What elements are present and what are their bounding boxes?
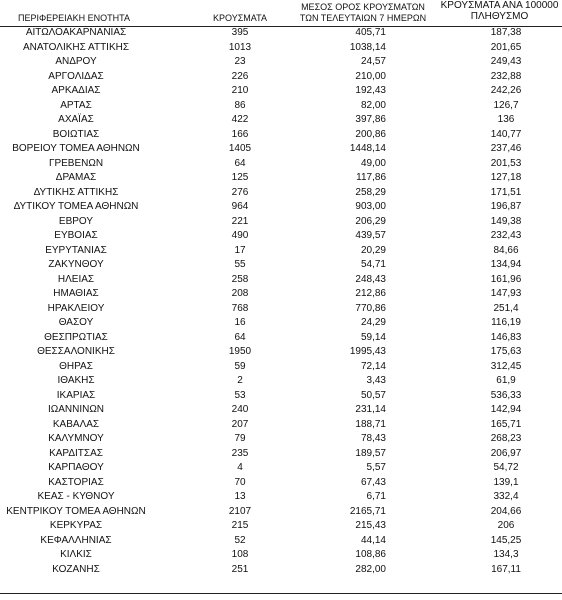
cell-rate: 201,65 — [490, 41, 522, 53]
cell-rate: 126,7 — [493, 99, 519, 111]
cell-region: ΔΡΑΜΑΣ — [55, 172, 97, 183]
cell-rate: 249,43 — [490, 56, 522, 67]
cell-cases: 768 — [231, 302, 249, 314]
table-row — [0, 26, 562, 41]
cell-region: ΘΕΣΣΑΛΟΝΙΚΗΣ — [37, 346, 115, 357]
cell-rate: 171,51 — [490, 186, 522, 198]
cell-avg: 189,57 — [355, 447, 386, 459]
cell-avg: 903,00 — [355, 201, 386, 212]
cell-cases: 964 — [231, 201, 249, 212]
cell-cases: 53 — [234, 389, 246, 401]
table-row — [0, 244, 562, 259]
cell-region: ΕΒΡΟΥ — [58, 215, 94, 227]
cell-rate: 61,9 — [496, 375, 516, 386]
cell-rate: 204,66 — [490, 505, 522, 517]
header-avg-line2: ΤΩΝ ΤΕΛΕΥΤΑΙΩΝ 7 ΗΜΕΡΩΝ — [299, 13, 427, 23]
cell-cases: 208 — [231, 288, 249, 299]
cell-cases: 13 — [234, 491, 246, 502]
table-row — [0, 461, 562, 476]
cell-rate: 187,38 — [490, 27, 522, 38]
cell-avg: 49,00 — [360, 157, 386, 169]
table-row — [0, 142, 562, 157]
table-row — [0, 273, 562, 288]
cell-avg: 397,86 — [355, 114, 386, 125]
cell-region: ΑΡΤΑΣ — [60, 99, 92, 111]
table-row — [0, 447, 562, 462]
cell-avg: 282,00 — [355, 563, 386, 575]
cell-region: ΚΙΛΚΙΣ — [60, 549, 92, 560]
cell-region: ΚΕΦΑΛΛΗΝΙΑΣ — [40, 534, 112, 546]
cell-cases: 79 — [234, 433, 246, 444]
header-rate — [432, 0, 562, 22]
table-row — [0, 128, 562, 143]
cell-cases: 86 — [234, 99, 246, 111]
cell-rate: 139,1 — [493, 476, 519, 488]
table-row — [0, 200, 562, 215]
cell-avg: 439,57 — [355, 230, 386, 241]
table-row — [0, 229, 562, 244]
table-row — [0, 476, 562, 491]
cell-cases: 1405 — [228, 143, 252, 154]
cell-rate: 127,18 — [490, 172, 522, 183]
cell-rate: 147,93 — [490, 288, 522, 299]
cell-region: ΑΝΑΤΟΛΙΚΗΣ ΑΤΤΙΚΗΣ — [22, 41, 130, 53]
cell-cases: 16 — [234, 317, 246, 328]
cell-rate: 175,63 — [490, 346, 522, 357]
cell-avg: 78,43 — [360, 433, 386, 444]
cell-rate: 136 — [497, 114, 515, 125]
cell-region: ΑΡΚΑΔΙΑΣ — [51, 85, 101, 96]
cell-avg: 200,86 — [355, 128, 386, 140]
cell-rate: 165,71 — [490, 418, 522, 430]
cell-rate: 161,96 — [490, 273, 522, 285]
cell-cases: 17 — [234, 244, 246, 256]
cell-rate: 140,77 — [490, 128, 522, 140]
cell-rate: 268,23 — [490, 433, 522, 444]
table-header — [0, 0, 562, 26]
cell-cases: 55 — [234, 259, 246, 270]
table-row — [0, 99, 562, 114]
cell-rate: 134,94 — [490, 259, 522, 270]
table-row — [0, 374, 562, 389]
cell-cases: 108 — [231, 549, 249, 560]
cell-region: ΖΑΚΥΝΘΟΥ — [48, 259, 104, 270]
table-row — [0, 316, 562, 331]
table-row — [0, 302, 562, 317]
cell-cases: 59 — [234, 360, 246, 372]
cell-cases: 207 — [231, 418, 249, 430]
cell-cases: 258 — [231, 273, 249, 285]
bottom-divider — [0, 593, 562, 594]
cell-cases: 490 — [231, 230, 249, 241]
header-cases: ΚΡΟΥΣΜΑΤΑ — [213, 13, 267, 23]
cell-avg: 1448,14 — [349, 143, 386, 154]
cell-avg: 210,00 — [355, 70, 386, 82]
cell-cases: 64 — [234, 331, 246, 343]
cell-rate: 145,25 — [490, 534, 522, 546]
header-rate-line2: ΠΛΗΘΥΣΜΟ — [470, 11, 529, 22]
cell-avg: 231,14 — [355, 404, 386, 415]
cell-cases: 221 — [231, 215, 249, 227]
table-row — [0, 563, 562, 578]
cell-rate: 167,11 — [491, 563, 521, 575]
cell-avg: 72,14 — [360, 360, 386, 372]
cell-cases: 52 — [234, 534, 246, 546]
table-row — [0, 70, 562, 85]
cell-region: ΑΝΔΡΟΥ — [55, 56, 97, 67]
cell-rate: 84,66 — [493, 244, 519, 256]
cell-avg: 6,71 — [366, 491, 386, 502]
cell-region: ΑΙΤΩΛΟΑΚΑΡΝΑΝΙΑΣ — [25, 27, 127, 38]
cell-region: ΙΚΑΡΙΑΣ — [56, 389, 96, 401]
cell-avg: 1995,43 — [349, 346, 386, 357]
cell-region: ΘΕΣΠΡΩΤΙΑΣ — [44, 331, 108, 343]
table-row — [0, 41, 562, 56]
cell-rate: 232,43 — [490, 230, 522, 241]
cell-rate: 237,46 — [490, 143, 522, 154]
cell-avg: 108,86 — [355, 549, 386, 560]
cell-cases: 2107 — [228, 505, 252, 517]
cell-cases: 1950 — [228, 346, 252, 357]
cell-region: ΚΑΡΔΙΤΣΑΣ — [49, 447, 103, 459]
table-row — [0, 403, 562, 418]
cell-region: ΘΗΡΑΣ — [59, 360, 93, 372]
cell-cases: 215 — [231, 520, 249, 531]
cell-avg: 258,29 — [355, 186, 386, 198]
table-row — [0, 157, 562, 172]
cell-cases: 422 — [231, 114, 249, 125]
cell-avg: 770,86 — [355, 302, 386, 314]
cell-region: ΚΕΑΣ - ΚΥΘΝΟΥ — [37, 491, 115, 502]
cell-region: ΒΟΙΩΤΙΑΣ — [52, 128, 100, 140]
cell-avg: 206,29 — [355, 215, 386, 227]
cell-avg: 3,43 — [366, 375, 386, 386]
table-row — [0, 55, 562, 70]
cell-region: ΗΛΕΙΑΣ — [57, 273, 95, 285]
cell-region: ΗΡΑΚΛΕΙΟΥ — [47, 302, 105, 314]
cell-cases: 226 — [231, 70, 249, 82]
table-row — [0, 360, 562, 375]
cell-cases: 240 — [231, 404, 249, 415]
cell-cases: 23 — [234, 56, 246, 67]
cell-region: ΗΜΑΘΙΑΣ — [53, 288, 99, 299]
cell-region: ΚΑΒΑΛΑΣ — [52, 418, 100, 430]
table-body — [0, 26, 562, 577]
cell-region: ΔΥΤΙΚΗΣ ΑΤΤΙΚΗΣ — [33, 186, 119, 198]
cell-avg: 24,57 — [360, 56, 386, 67]
cell-region: ΙΘΑΚΗΣ — [57, 375, 95, 386]
cell-avg: 54,71 — [360, 259, 386, 270]
cell-cases: 70 — [234, 476, 246, 488]
table-row — [0, 519, 562, 534]
cell-avg: 82,00 — [360, 99, 386, 111]
cell-cases: 166 — [231, 128, 249, 140]
table-row — [0, 534, 562, 549]
cell-rate: 134,3 — [493, 549, 519, 560]
cell-region: ΑΧΑΪΑΣ — [58, 114, 94, 125]
cell-rate: 206 — [497, 520, 515, 531]
cell-avg: 405,71 — [355, 27, 386, 38]
cell-region: ΚΕΡΚΥΡΑΣ — [49, 520, 103, 531]
cell-region: ΑΡΓΟΛΙΔΑΣ — [48, 70, 104, 82]
cell-rate: 312,45 — [490, 360, 522, 372]
cell-cases: 235 — [231, 447, 249, 459]
cell-cases: 4 — [237, 462, 243, 473]
cell-region: ΙΩΑΝΝΙΝΩΝ — [47, 404, 105, 415]
cell-region: ΕΥΡΥΤΑΝΙΑΣ — [45, 244, 107, 256]
cell-cases: 276 — [231, 186, 249, 198]
cell-avg: 248,43 — [355, 273, 386, 285]
table-row — [0, 389, 562, 404]
cell-cases: 1013 — [228, 41, 252, 53]
table-row — [0, 287, 562, 302]
table-row — [0, 258, 562, 273]
table-row — [0, 331, 562, 346]
cell-cases: 125 — [231, 172, 249, 183]
cell-avg: 44,14 — [360, 534, 386, 546]
cell-avg: 20,29 — [360, 244, 386, 256]
cell-avg: 24,29 — [360, 317, 386, 328]
cell-rate: 232,88 — [490, 70, 522, 82]
cell-region: ΘΑΣΟΥ — [58, 317, 94, 328]
cell-avg: 67,43 — [360, 476, 386, 488]
cell-rate: 536,33 — [490, 389, 522, 401]
cell-region: ΚΕΝΤΡΙΚΟΥ ΤΟΜΕΑ ΑΘΗΝΩΝ — [6, 505, 146, 517]
cell-avg: 212,86 — [355, 288, 386, 299]
table-row — [0, 490, 562, 505]
cell-region: ΚΑΛΥΜΝΟΥ — [48, 433, 104, 444]
cell-avg: 5,57 — [366, 462, 386, 473]
cell-region: ΚΑΡΠΑΘΟΥ — [48, 462, 104, 473]
table-row — [0, 84, 562, 99]
cell-region: ΔΥΤΙΚΟΥ ΤΟΜΕΑ ΑΘΗΝΩΝ — [13, 201, 139, 212]
table-row — [0, 505, 562, 520]
table-row — [0, 171, 562, 186]
cell-avg: 50,57 — [360, 389, 386, 401]
cell-region: ΚΟΖΑΝΗΣ — [52, 563, 100, 575]
cell-rate: 149,38 — [490, 215, 522, 227]
cell-rate: 332,4 — [493, 491, 519, 502]
cell-region: ΕΥΒΟΙΑΣ — [54, 230, 98, 241]
cell-region: ΒΟΡΕΙΟΥ ΤΟΜΕΑ ΑΘΗΝΩΝ — [12, 143, 140, 154]
table-row — [0, 548, 562, 563]
table-row — [0, 186, 562, 201]
cell-rate: 251,4 — [493, 302, 519, 314]
cell-region: ΓΡΕΒΕΝΩΝ — [48, 157, 104, 169]
cell-avg: 1038,14 — [349, 41, 386, 53]
cell-region: ΚΑΣΤΟΡΙΑΣ — [48, 476, 104, 488]
cell-rate: 116,19 — [491, 317, 521, 328]
table-row — [0, 215, 562, 230]
header-region: ΠΕΡΙΦΕΡΕΙΑΚΗ ΕΝΟΤΗΤΑ — [17, 13, 131, 23]
table-row — [0, 113, 562, 128]
cell-rate: 196,87 — [490, 201, 522, 212]
table-row — [0, 418, 562, 433]
cell-cases: 64 — [234, 157, 246, 169]
table-row — [0, 345, 562, 360]
cell-rate: 242,26 — [490, 85, 522, 96]
header-avg — [298, 2, 428, 24]
table-row — [0, 432, 562, 447]
cell-cases: 395 — [231, 27, 249, 38]
cell-cases: 2 — [237, 375, 243, 386]
cell-avg: 117,86 — [356, 172, 386, 183]
cell-avg: 2165,71 — [349, 505, 386, 517]
header-avg-line1: ΜΕΣΟΣ ΟΡΟΣ ΚΡΟΥΣΜΑΤΩΝ — [301, 2, 425, 12]
cell-avg: 215,43 — [355, 520, 386, 531]
cell-rate: 206,97 — [490, 447, 522, 459]
cell-cases: 251 — [231, 563, 249, 575]
cell-avg: 192,43 — [355, 85, 386, 96]
cell-rate: 54,72 — [493, 462, 519, 473]
cell-rate: 146,83 — [490, 331, 522, 343]
cell-avg: 188,71 — [355, 418, 386, 430]
cell-rate: 201,53 — [490, 157, 522, 169]
header-rate-line1: ΚΡΟΥΣΜΑΤΑ ΑΝΑ 100000 — [440, 0, 559, 11]
cell-avg: 59,14 — [360, 331, 386, 343]
cell-rate: 142,94 — [490, 404, 522, 415]
cell-cases: 210 — [231, 85, 249, 96]
